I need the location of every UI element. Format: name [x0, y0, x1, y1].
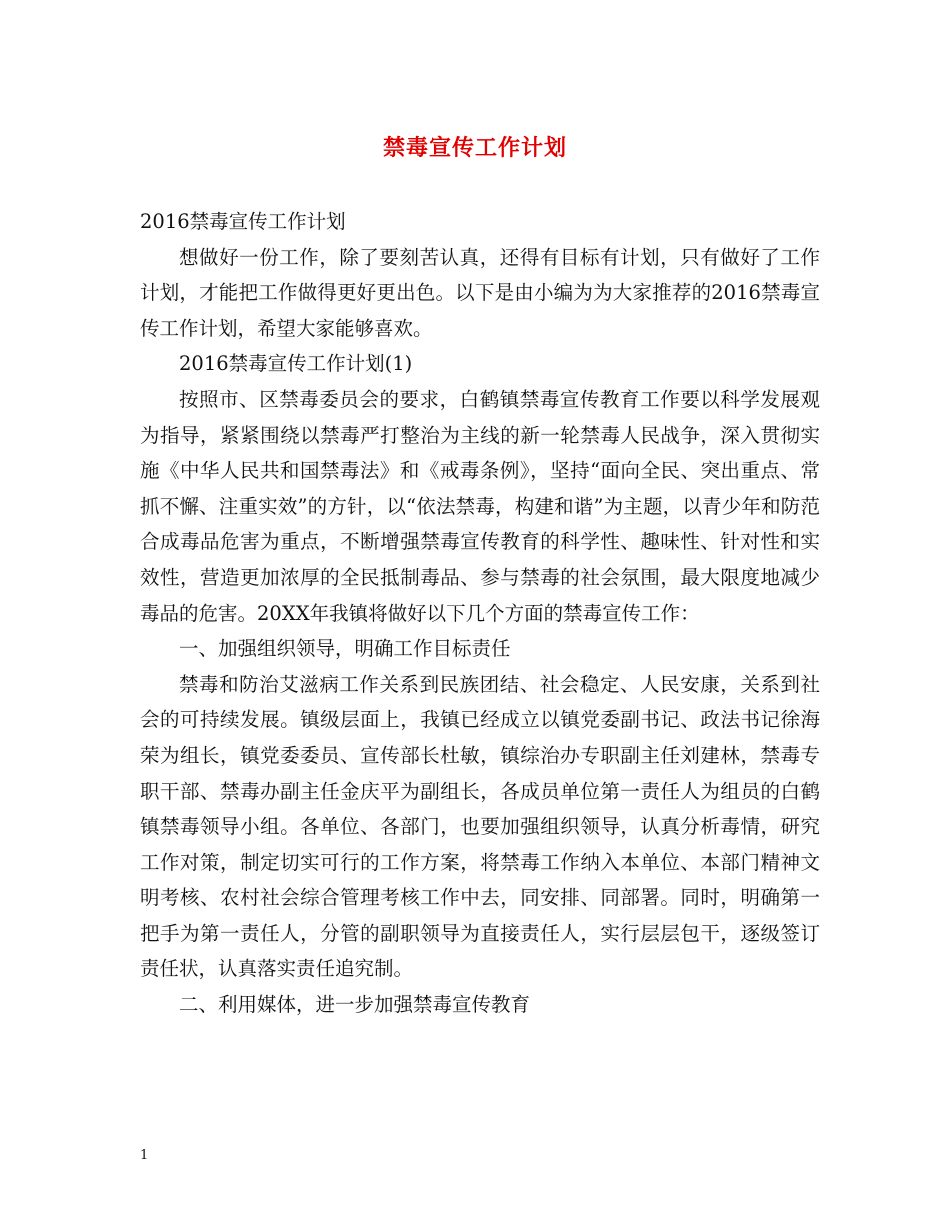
subtitle-paragraph: 2016禁毒宣传工作计划 [140, 210, 346, 233]
document-body [140, 204, 820, 1023]
section-heading-2: 二、利用媒体，进一步加强禁毒宣传教育 [179, 993, 531, 1017]
body-paragraph: 禁毒和防治艾滋病工作关系到民族团结、社会稳定、人民安康，关系到社会的可持续发展。镇级层面上，我镇已经成立以镇党委副书记、政法书记徐海荣为组长，镇党委委员、宣传部长杜敏，镇综治办专职副主任刘建林，禁毒专职干部、禁毒办副主任金庆平为副组长，各成员单位第一责任人为组员的白鹤镇禁毒领导小组。各单位、各部门，也要加强组织领导，认真分析毒情，研究工作对策，制定切实可行的工作方案，将禁毒工作纳入本单位、本部门精神文明考核、农村社会综合管理考核工作中去，同安排、同部署。同时，明确第一把手为第一责任人，分管的副职领导为直接责任人，实行层层包干，逐级签订责任状，认真落实责任追究制。 [140, 672, 820, 981]
body-paragraph: 按照市、区禁毒委员会的要求，白鹤镇禁毒宣传教育工作要以科学发展观为指导，紧紧围绕以禁毒严打整治为主线的新一轮禁毒人民战争，深入贯彻实施《中华人民共和国禁毒法》和《戒毒条例》，坚持“面向全民、突出重点、常抓不懈、注重实效”的方针，以“依法禁毒，构建和谐”为主题，以青少年和防范合成毒品危害为重点，不断增强禁毒宣传教育的科学性、趣味性、针对性和实效性，营造更加浓厚的全民抵制毒品、参与禁毒的社会氛围，最大限度地减少毒品的危害。20XX年我镇将做好以下几个方面的禁毒宣传工作： [140, 387, 820, 625]
document-title: 禁毒宣传工作计划 [382, 135, 567, 161]
section-heading-plan-1: 2016禁毒宣传工作计划(1) [179, 352, 413, 376]
intro-paragraph: 想做好一份工作，除了要刻苦认真，还得有目标有计划，只有做好了工作计划，才能把工作做得更好更出色。以下是由小编为为大家推荐的2016禁毒宣传工作计划，希望大家能够喜欢。 [140, 245, 820, 340]
section-heading-1: 一、加强组织领导，明确工作目标责任 [179, 637, 511, 661]
page-number: 1 [140, 1148, 149, 1163]
